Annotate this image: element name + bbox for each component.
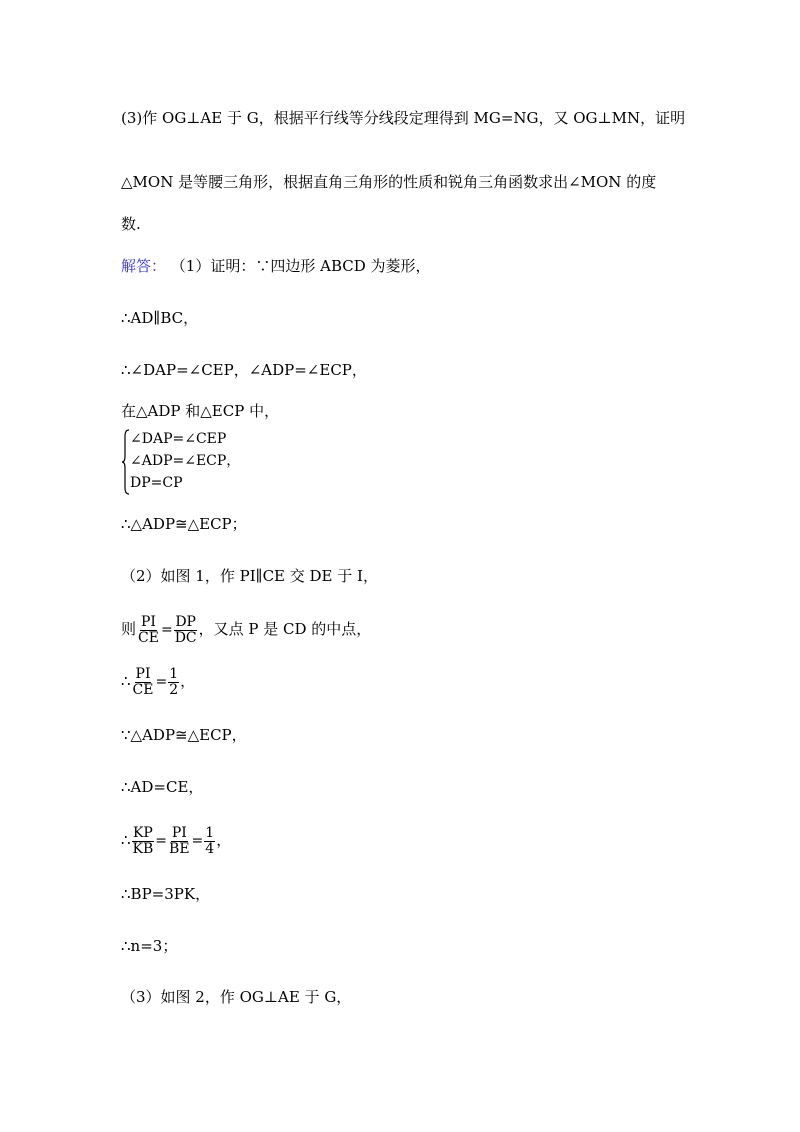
fraction-1-2 — [168, 667, 179, 698]
ratio2-suffix: ， — [180, 672, 196, 690]
fraction-numerator: DP — [175, 613, 196, 630]
ratio-line-2 — [121, 664, 195, 699]
fraction-denominator: CE — [138, 629, 159, 646]
step-ad-equals-ce: ∴AD=CE， — [121, 778, 204, 796]
part2-intro: （2）如图 1，作 PI∥CE 交 DE 于 I， — [121, 567, 378, 585]
ratio1-prefix: 则 — [121, 620, 137, 638]
answer-label: 解答： — [121, 257, 167, 275]
step-congruent: ∴△ADP≅△ECP； — [121, 515, 247, 533]
fraction-numerator: 1 — [169, 665, 179, 682]
answer-intro-line — [121, 256, 431, 276]
fraction-numerator: PI — [171, 824, 187, 841]
fraction-denominator: 4 — [205, 840, 215, 857]
fraction-kp-kb — [132, 826, 155, 857]
ratio-line-1 — [121, 612, 371, 647]
part3-intro: （3）如图 2，作 OG⊥AE 于 G， — [121, 988, 352, 1006]
fraction-1-4 — [204, 826, 215, 857]
equals-sign: = — [191, 833, 204, 849]
fraction-denominator: KB — [132, 840, 154, 857]
ratio3-prefix: ∴ — [121, 831, 131, 849]
step-ad-parallel-bc: ∴AD∥BC， — [121, 309, 199, 327]
fraction-denominator: CE — [132, 681, 154, 698]
step-n-equals-3: ∴n=3； — [121, 937, 178, 955]
ratio3-suffix: ， — [216, 831, 232, 849]
system-line-3: DP=CP — [130, 475, 183, 491]
ratio2-prefix: ∴ — [121, 672, 131, 690]
fraction-denominator: 2 — [169, 681, 179, 698]
fraction-denominator: DC — [174, 629, 197, 646]
para3-line2: △MON 是等腰三角形，根据直角三角形的性质和锐角三角函数求出∠MON 的度 — [121, 173, 657, 191]
fraction-dp-dc — [174, 615, 198, 646]
step-in-triangles: 在△ADP 和△ECP 中， — [121, 402, 280, 420]
ratio-line-3 — [121, 823, 231, 858]
fraction-pi-ce — [137, 615, 160, 646]
ratio1-suffix: ，又点 P 是 CD 的中点， — [198, 620, 372, 638]
para3-line1: (3)作 OG⊥AE 于 G，根据平行线等分线段定理得到 MG=NG，又 OG⊥MN，证明 — [121, 109, 686, 127]
fraction-numerator: KP — [132, 824, 153, 841]
equals-sign: = — [155, 674, 168, 690]
equals-sign: = — [155, 833, 168, 849]
system-line-1: ∠DAP=∠CEP — [130, 431, 227, 447]
fraction-numerator: PI — [141, 613, 156, 630]
para3-line3: 数. — [121, 215, 141, 233]
equals-sign: = — [160, 622, 173, 638]
answer-intro: （1）证明：∵四边形 ABCD 为菱形， — [170, 257, 431, 275]
fraction-pi-be — [168, 826, 191, 857]
fraction-denominator: BE — [169, 840, 190, 857]
system-line-2: ∠ADP=∠ECP， — [130, 453, 241, 469]
fraction-numerator: 1 — [205, 824, 215, 841]
step-congruent-because: ∵△ADP≅△ECP， — [121, 726, 247, 744]
fraction-pi-ce — [132, 667, 155, 698]
fraction-numerator: PI — [135, 665, 151, 682]
step-angle-equalities: ∴∠DAP=∠CEP，∠ADP=∠ECP， — [121, 361, 367, 379]
step-bp-3pk: ∴BP=3PK， — [121, 885, 211, 903]
